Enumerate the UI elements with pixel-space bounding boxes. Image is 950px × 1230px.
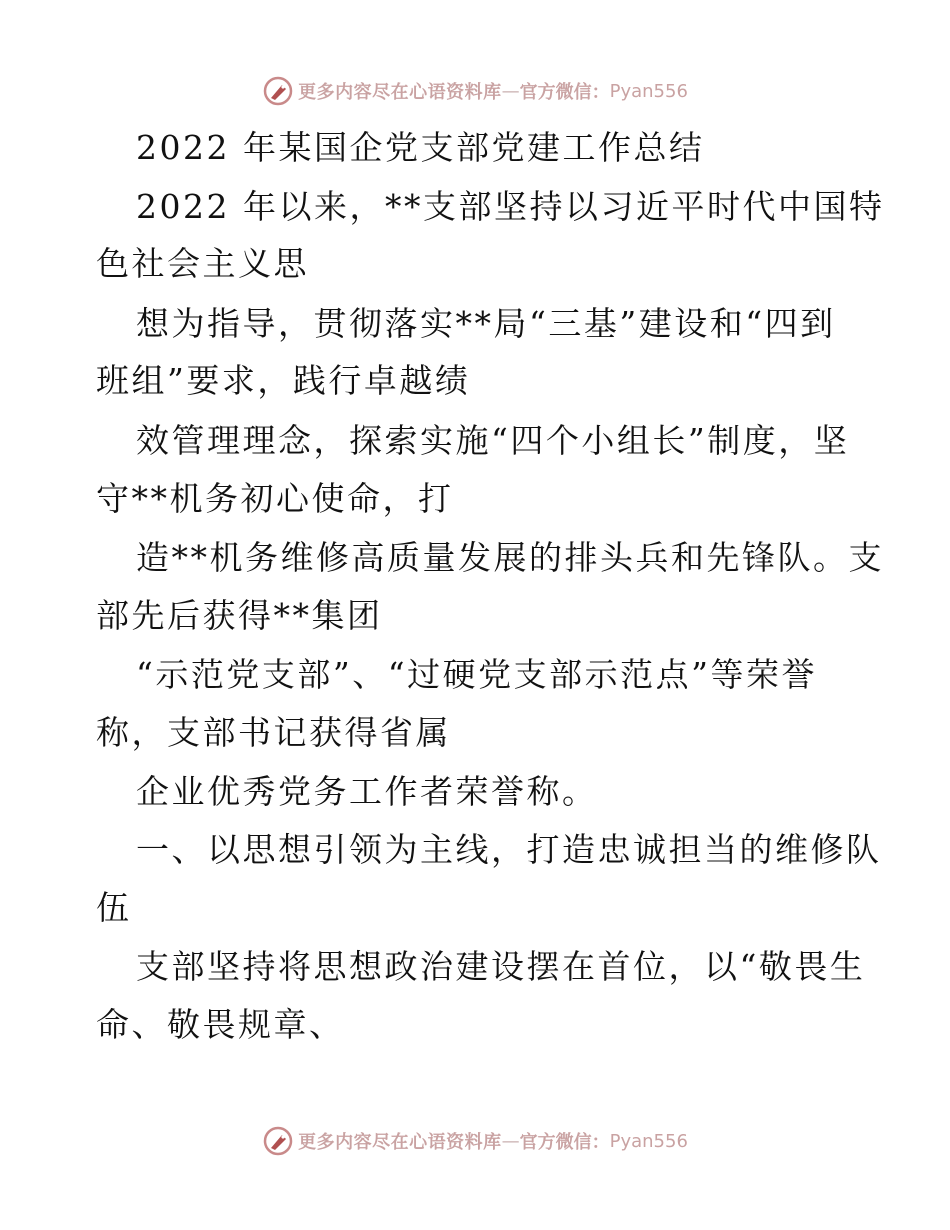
paragraph-line: 命、敬畏规章、 (96, 1005, 345, 1044)
pen-nib-logo-icon (262, 1125, 294, 1157)
watermark-official-id: Pyan556 (609, 1130, 688, 1152)
section-heading: 一、以思想引领为主线，打造忠诚担当的维修队 (136, 830, 882, 869)
paragraph-line: 效管理理念，探索实施“四个小组长”制度，坚 (136, 421, 850, 460)
section-heading: 伍 (96, 888, 132, 927)
paragraph-line: “示范党支部”、“过硬党支部示范点”等荣誉 (136, 655, 817, 694)
header-watermark (0, 71, 950, 111)
watermark-official-label: 官方微信： (519, 1132, 610, 1153)
document-title: 2022 年某国企党支部党建工作总结 (136, 128, 705, 167)
paragraph-line: 守**机务初心使命，打 (96, 479, 454, 518)
watermark-official-label: 官方微信： (519, 82, 610, 103)
paragraph-line: 部先后获得**集团 (96, 596, 383, 635)
watermark-dash: — (501, 1130, 520, 1152)
pen-nib-logo-icon (262, 75, 294, 107)
paragraph-line: 支部坚持将思想政治建设摆在首位，以“敬畏生 (136, 947, 866, 986)
paragraph-line: 想为指导，贯彻落实**局“三基”建设和“四到 (136, 304, 836, 343)
paragraph-line: 造**机务维修高质量发展的排头兵和先锋队。支 (136, 538, 884, 577)
footer-watermark (0, 1121, 950, 1161)
paragraph-line: 2022 年以来，**支部坚持以习近平时代中国特 (136, 187, 885, 226)
paragraph-line: 班组”要求，践行卓越绩 (96, 361, 471, 400)
paragraph-line: 色社会主义思 (96, 244, 309, 283)
paragraph-line: 企业优秀党务工作者荣誉称。 (136, 772, 598, 811)
watermark-dash: — (501, 80, 520, 102)
paragraph-line: 称，支部书记获得省属 (96, 713, 451, 752)
watermark-main-text: 更多内容尽在心语资料库 (298, 1132, 502, 1153)
watermark-official-id: Pyan556 (609, 80, 688, 102)
watermark-main-text: 更多内容尽在心语资料库 (298, 82, 502, 103)
